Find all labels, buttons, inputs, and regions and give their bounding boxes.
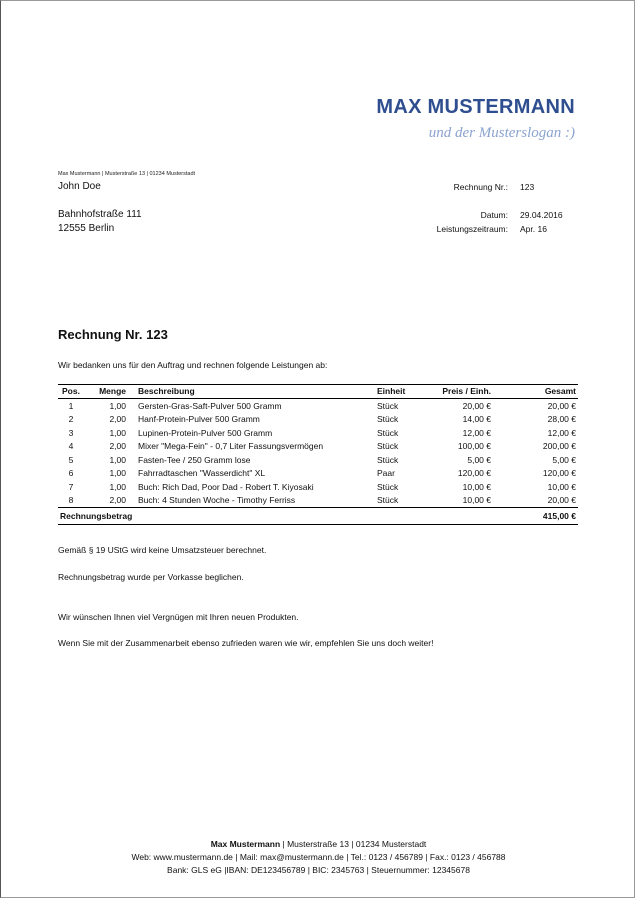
- company-name: MAX MUSTERMANN: [376, 96, 575, 118]
- cell-unit-price: 12,00 €: [462, 427, 491, 438]
- recipient-name: John Doe: [58, 181, 101, 192]
- table-row: [58, 399, 578, 413]
- cell-unit-price: 10,00 €: [462, 495, 491, 506]
- footer-contact: Web: www.mustermann.de | Mail: max@mustermann.de | Tel.: 0123 / 456789 | Fax.: 0123 / 456788: [131, 852, 506, 862]
- cell-total: 120,00 €: [542, 468, 576, 479]
- cell-description: Buch: 4 Stunden Woche - Timothy Ferriss: [138, 495, 296, 506]
- cell-unit: Stück: [377, 495, 399, 506]
- invoice-total-row: [58, 508, 578, 525]
- tax-note: Gemäß § 19 UStG wird keine Umsatzsteuer berechnet.: [58, 545, 267, 555]
- cell-pos: 7: [68, 481, 74, 492]
- footer-address: [0, 839, 637, 849]
- cell-unit: Stück: [377, 427, 399, 438]
- table-row: [58, 440, 578, 454]
- table-row: [58, 467, 578, 481]
- cell-unit-price: 5,00 €: [467, 454, 491, 465]
- footer-company-name: Max Mustermann: [210, 839, 281, 849]
- table-row: [58, 480, 578, 494]
- cell-pos: 6: [68, 468, 74, 479]
- cell-pos: 1: [68, 400, 74, 411]
- header-pos: Pos.: [58, 385, 84, 399]
- cell-total: 5,00 €: [552, 454, 576, 465]
- cell-unit-price: 120,00 €: [457, 468, 491, 479]
- cell-qty: 1,00: [109, 400, 126, 411]
- cell-unit-price: 10,00 €: [462, 481, 491, 492]
- intro-text: Wir bedanken uns für den Auftrag und rechnen folgende Leistungen ab:: [58, 360, 328, 370]
- cell-description: Gersten-Gras-Saft-Pulver 500 Gramm: [138, 400, 282, 411]
- thanks-note: Wir wünschen Ihnen viel Vergnügen mit Ihren neuen Produkten.: [58, 612, 299, 622]
- cell-pos: 2: [68, 414, 74, 425]
- cell-pos: 4: [68, 441, 74, 452]
- table-row: [58, 426, 578, 440]
- cell-qty: 1,00: [109, 454, 126, 465]
- cell-pos: 8: [68, 495, 74, 506]
- cell-unit-price: 14,00 €: [462, 414, 491, 425]
- cell-unit: Stück: [377, 441, 399, 452]
- invoice-title: Rechnung Nr. 123: [58, 327, 168, 342]
- cell-unit: Stück: [377, 481, 399, 492]
- cell-total: 20,00 €: [547, 495, 576, 506]
- cell-unit: Stück: [377, 414, 399, 425]
- header-total: Gesamt: [493, 385, 578, 399]
- cell-description: Lupinen-Protein-Pulver 500 Gramm: [138, 427, 273, 438]
- cell-pos: 5: [68, 454, 74, 465]
- payment-note: Rechnungsbetrag wurde per Vorkasse beglichen.: [58, 572, 244, 582]
- cell-description: Buch: Rich Dad, Poor Dad - Robert T. Kiyosaki: [138, 481, 314, 492]
- cell-qty: 2,00: [109, 495, 126, 506]
- sender-address-line: Max Mustermann | Musterstraße 13 | 01234 Musterstadt: [58, 171, 196, 177]
- cell-qty: 2,00: [109, 414, 126, 425]
- table-header-row: [58, 385, 578, 399]
- cell-description: Fasten-Tee / 250 Gramm lose: [138, 454, 251, 465]
- table-row: [58, 413, 578, 427]
- cell-qty: 2,00: [109, 441, 126, 452]
- recommend-note: Wenn Sie mit der Zusammenarbeit ebenso zufrieden waren wie wir, empfehlen Sie uns doch weiter!: [58, 638, 434, 648]
- invoice-number-value: 123: [520, 182, 535, 192]
- cell-description: Fahrradtaschen "Wasserdicht" XL: [138, 468, 266, 479]
- cell-unit: Stück: [377, 454, 399, 465]
- footer-address-rest: | Musterstraße 13 | 01234 Musterstadt: [280, 839, 427, 849]
- cell-qty: 1,00: [109, 427, 126, 438]
- header-unit-price: Preis / Einh.: [429, 385, 493, 399]
- service-period-value: Apr. 16: [520, 224, 547, 234]
- cell-pos: 3: [68, 427, 74, 438]
- header-unit: Einheit: [375, 385, 429, 399]
- invoice-date-label: Datum:: [480, 210, 508, 220]
- header-qty: Menge: [84, 385, 128, 399]
- cell-description: Mixer "Mega-Fein" - 0,7 Liter Fassungsvermögen: [138, 441, 324, 452]
- letterhead: [376, 96, 575, 142]
- invoice-date-value: 29.04.2016: [520, 210, 563, 220]
- cell-total: 12,00 €: [547, 427, 576, 438]
- invoice-total-value: 415,00 €: [493, 508, 578, 525]
- table-row: [58, 453, 578, 467]
- cell-unit-price: 20,00 €: [462, 400, 491, 411]
- cell-unit: Stück: [377, 400, 399, 411]
- cell-total: 10,00 €: [547, 481, 576, 492]
- service-period-label: Leistungszeitraum:: [436, 224, 508, 234]
- table-row: [58, 494, 578, 508]
- cell-unit-price: 100,00 €: [457, 441, 491, 452]
- invoice-number-label: Rechnung Nr.:: [453, 182, 508, 192]
- cell-qty: 1,00: [109, 481, 126, 492]
- cell-total: 20,00 €: [547, 400, 576, 411]
- recipient-city: 12555 Berlin: [58, 223, 115, 234]
- line-items-table: [58, 384, 578, 525]
- cell-description: Hanf-Protein-Pulver 500 Gramm: [138, 414, 260, 425]
- footer-bank: Bank: GLS eG |IBAN: DE123456789 | BIC: 2345763 | Steuernummer: 12345678: [167, 865, 470, 875]
- cell-total: 28,00 €: [547, 414, 576, 425]
- recipient-street: Bahnhofstraße 111: [58, 209, 142, 220]
- cell-total: 200,00 €: [542, 441, 576, 452]
- header-description: Beschreibung: [128, 385, 375, 399]
- company-slogan: und der Musterslogan :): [428, 125, 575, 141]
- cell-unit: Paar: [377, 468, 395, 479]
- cell-qty: 1,00: [109, 468, 126, 479]
- invoice-total-label: Rechnungsbetrag: [58, 508, 493, 525]
